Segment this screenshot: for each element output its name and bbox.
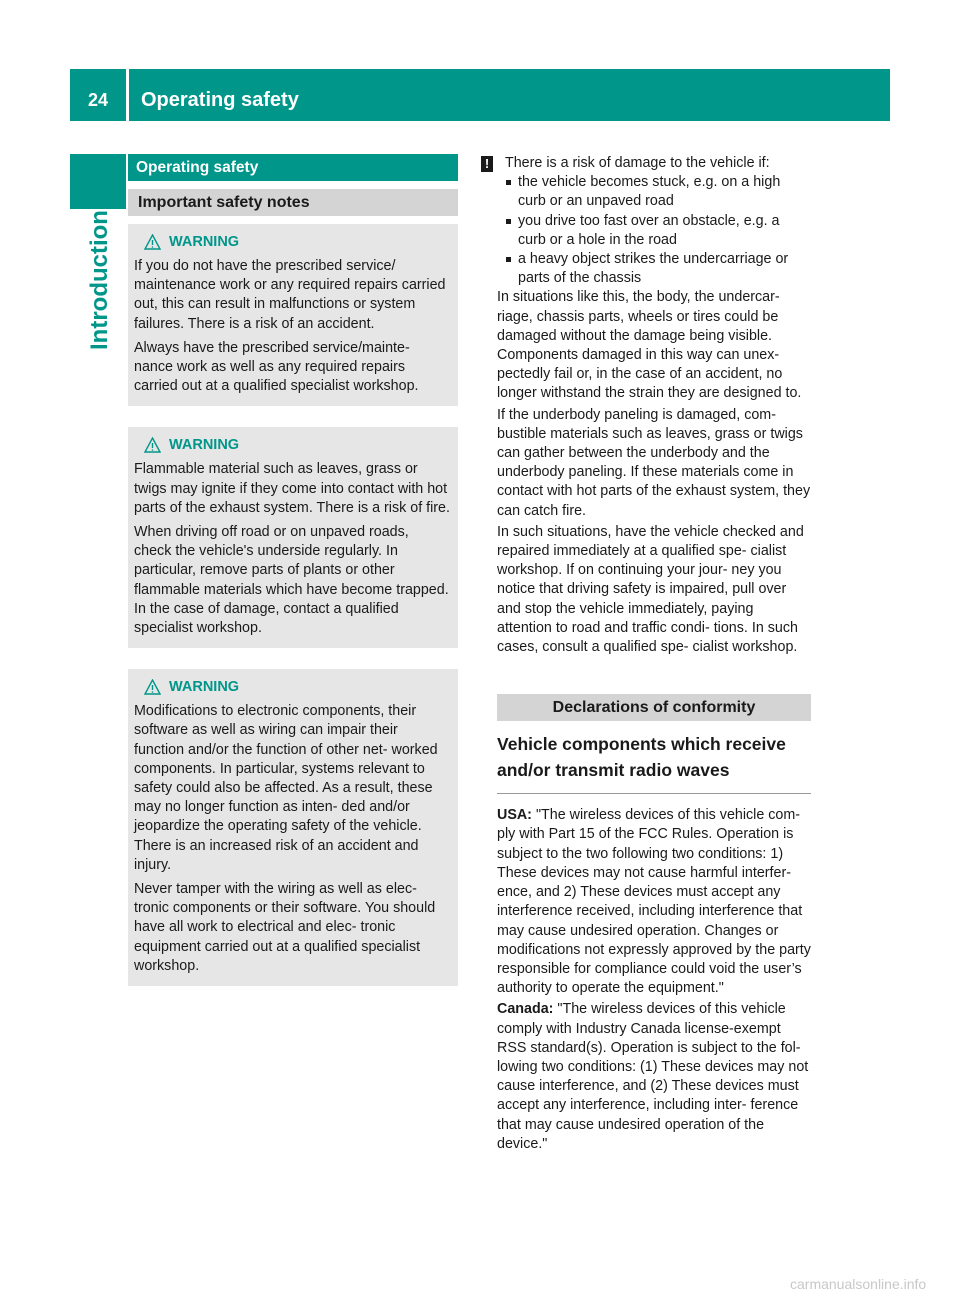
warning-text: Always have the prescribed service/mainte- nance work as well as any required repairs carried out at a qualified specialist workshop.: [134, 339, 419, 395]
conformity-section-title: Declarations of conformity: [497, 694, 811, 721]
warning-header: [134, 677, 450, 697]
warning-header: [134, 232, 450, 252]
subsection-title: Important safety notes: [128, 189, 458, 216]
right-column: [481, 154, 811, 1154]
warning-triangle-icon: [144, 679, 161, 695]
warning-box: [128, 669, 458, 986]
section-title: Operating safety: [128, 154, 458, 181]
usa-text: "The wireless devices of this vehicle com- ply with Part 15 of the FCC Rules. Operation is subject to the two following two conditions: 1) These devices may not cause harmful interfer- ence, and 2) These devices must accept any interference received, including interference that may cause undesired operation. Changes or modifications not expressly approved by the party responsible for compliance could void the user’s authority to operate the equipment.": [497, 807, 811, 997]
warning-label: WARNING: [169, 234, 240, 250]
warning-box: [128, 224, 458, 406]
header-divider: [126, 69, 129, 121]
page-number: 24: [87, 90, 109, 110]
warning-triangle-icon: [144, 234, 161, 250]
warning-triangle-icon: [144, 437, 161, 453]
warning-label: WARNING: [169, 437, 240, 454]
list-item: you drive too fast over an obstacle, e.g. a curb or a hole in the road: [497, 212, 811, 250]
left-column: [128, 154, 458, 986]
header-title: Operating safety: [141, 89, 299, 111]
warning-box: [128, 427, 458, 648]
warning-text: Never tamper with the wiring as well as elec- tronic components or their software. You should have all work to electrical and elec- tronic equipment carried out at a qualified specialist workshop.: [134, 881, 436, 974]
damage-risk-list: [497, 173, 811, 288]
body-paragraph: In situations like this, the body, the undercar- riage, chassis parts, wheels or tires could be damaged without the damage being visible. Components damaged in this way can unex- pectedly fail or, in the case of an accident, no longer withstand the strain they are designed to.: [497, 289, 802, 402]
footer-watermark: carmanualsonline.info: [790, 1276, 927, 1292]
warning-text: Flammable material such as leaves, grass or twigs may ignite if they come into contact with hot parts of the exhaust system. There is a risk of fire.: [134, 461, 450, 516]
body-paragraph: If the underbody paneling is damaged, com- bustible materials such as leaves, grass or twigs can gather between the underbody and the underbody paneling. If these materials come in contact with hot parts of the exhaust system, they can catch fire.: [497, 406, 811, 519]
chapter-name: Introduction: [86, 210, 113, 350]
sidebar-tab-block: [70, 154, 126, 209]
divider: [497, 793, 811, 794]
warning-label: WARNING: [169, 679, 240, 696]
list-item: a heavy object strikes the undercarriage or parts of the chassis: [497, 250, 811, 288]
usa-paragraph: [497, 806, 811, 998]
warning-text: When driving off road or on unpaved roads, check the vehicle's underside regularly. In particular, remove parts of plants or other flammable materials which have become trapped. In the case of damage, contact a qualified specialist workshop.: [134, 524, 449, 637]
conformity-subtitle: Vehicle components which receive and/or transmit radio waves: [497, 734, 786, 781]
canada-text: "The wireless devices of this vehicle comply with Industry Canada license-exempt RSS standard(s). Operation is subject to the fol- lowing two conditions: (1) These devices may not cause interference, and (2) These devices must accept any interference, including inter- ference that may cause undesired operation of the device.": [497, 1001, 809, 1152]
exclamation-icon: !: [481, 156, 493, 172]
body-paragraph: In such situations, have the vehicle checked and repaired immediately at a qualified spe- cialist workshop. If on continuing your jour- ney you notice that driving safety is impaired, pull over and stop the vehicle immediately, paying attention to road and traffic condi- tions. In such cases, consult a qualified spe- cialist workshop.: [497, 523, 804, 656]
warning-header: [134, 435, 450, 455]
canada-label: Canada:: [497, 1001, 554, 1018]
list-item: the vehicle becomes stuck, e.g. on a high curb or an unpaved road: [497, 173, 811, 211]
usa-label: USA:: [497, 807, 532, 824]
notice-intro: There is a risk of damage to the vehicle if:: [505, 155, 770, 171]
warning-text: Modifications to electronic components, their software as well as wiring can impair their function and/or the function of other net- worked components. In particular, systems relevant to safety could also be affected. As a result, these may no longer function as inten- ded and/or jeopardize the operating safety of the vehicle. There is an increased risk of an accident and injury.: [134, 703, 438, 873]
notice-line: [481, 154, 811, 173]
warning-text: If you do not have the prescribed service/ maintenance work or any required repairs carried out, this can result in malfunctions or system failures. There is a risk of an accident.: [134, 258, 446, 332]
canada-paragraph: [497, 1000, 811, 1154]
